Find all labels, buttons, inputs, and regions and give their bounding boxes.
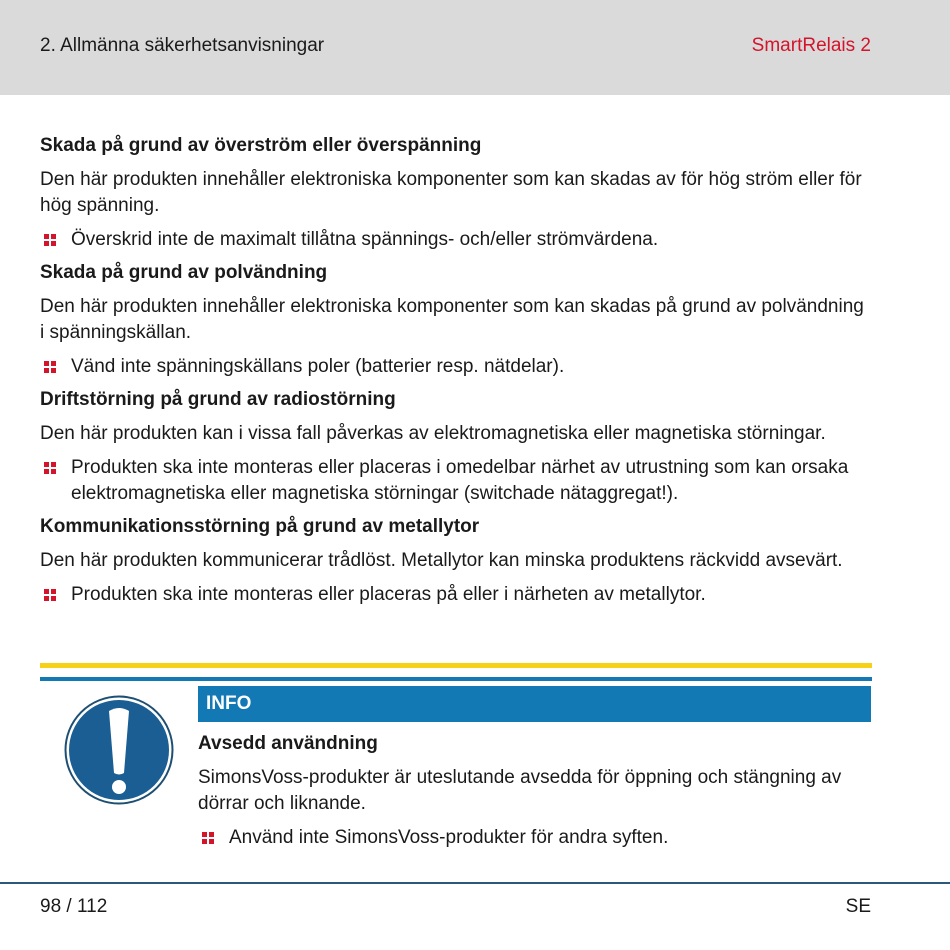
divider-yellow [40, 663, 872, 668]
bullet-icon [44, 589, 57, 602]
section-text: Den här produkten kommunicerar trådlöst. Metallytor kan minska produktens räckvidd avsevärt. [40, 550, 843, 571]
safety-section-metal-surfaces [40, 515, 872, 608]
chapter-title: 2. Allmänna säkerhetsanvisningar [40, 35, 325, 56]
instruction-item [198, 825, 871, 851]
info-heading: Avsedd användning [198, 733, 378, 754]
safety-section-polarity [40, 261, 872, 380]
section-heading: Kommunikationsstörning på grund av metallytor [40, 516, 480, 537]
safety-section-radio-interference [40, 388, 872, 507]
instruction-text: Överskrid inte de maximalt tillåtna spännings- och/eller strömvärdena. [71, 229, 659, 250]
divider-blue [40, 677, 872, 681]
info-label: INFO [198, 686, 871, 722]
exclamation-circle-icon [64, 695, 174, 805]
instruction-text: Produkten ska inte monteras eller placeras i omedelbar närhet av utrustning som kan orsaka elektromagnetiska eller magnetiska störningar (switchade nätaggregat!). [71, 457, 849, 504]
instruction-item [40, 354, 872, 380]
bullet-icon [44, 361, 57, 374]
instruction-text: Vänd inte spänningskällans poler (batterier resp. nätdelar). [71, 356, 565, 377]
info-box [198, 732, 871, 859]
section-text: Den här produkten innehåller elektroniska komponenter som kan skadas av för hög ström eller för hög spänning. [40, 169, 862, 216]
instruction-text: Använd inte SimonsVoss-produkter för andra syften. [229, 827, 669, 848]
instruction-item [40, 582, 872, 608]
instruction-item [40, 227, 872, 253]
product-name: SmartRelais 2 [751, 35, 871, 56]
bullet-icon [44, 462, 57, 475]
footer-divider [0, 882, 950, 884]
section-text: Den här produkten kan i vissa fall påverkas av elektromagnetiska eller magnetiska störningar. [40, 423, 826, 444]
safety-content [40, 134, 872, 616]
section-heading: Skada på grund av överström eller överspänning [40, 135, 482, 156]
section-heading: Driftstörning på grund av radiostörning [40, 389, 396, 410]
page-number: 98 / 112 [40, 896, 108, 917]
bullet-icon [202, 832, 215, 845]
safety-section-overcurrent [40, 134, 872, 253]
bullet-icon [44, 234, 57, 247]
section-text: Den här produkten innehåller elektroniska komponenter som kan skadas på grund av polvändning i spänningskällan. [40, 296, 864, 343]
page-header [0, 0, 950, 95]
instruction-text: Produkten ska inte monteras eller placeras på eller i närheten av metallytor. [71, 584, 706, 605]
section-heading: Skada på grund av polvändning [40, 262, 328, 283]
instruction-item [40, 455, 872, 507]
language-code: SE [845, 896, 871, 917]
info-text: SimonsVoss-produkter är uteslutande avsedda för öppning och stängning av dörrar och liknande. [198, 767, 842, 814]
